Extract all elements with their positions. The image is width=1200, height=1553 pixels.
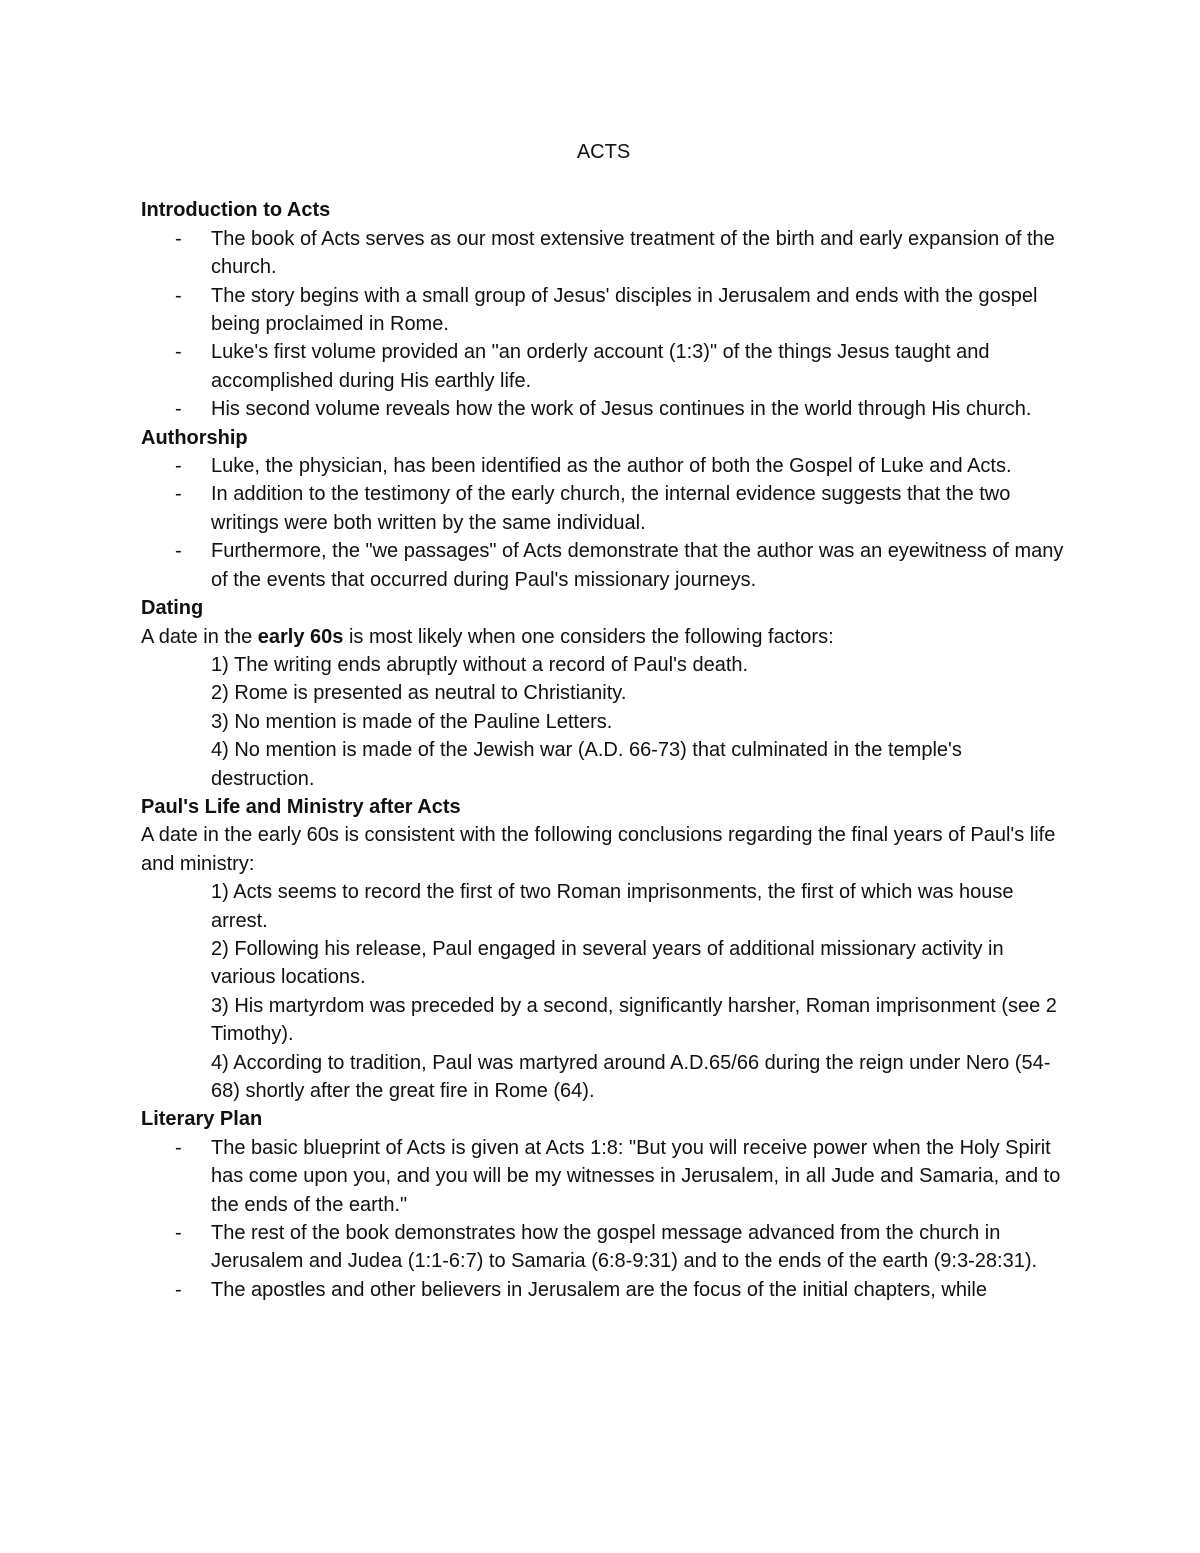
section-literary-plan [141,1105,1066,1304]
section-introduction [141,196,1066,423]
list-item: 1) The writing ends abruptly without a record of Paul's death. [211,653,749,676]
bullet-marker: - [175,398,182,421]
section-heading: Introduction to Acts [141,199,331,222]
bullet-marker: - [175,227,182,250]
section-dating [141,594,1066,793]
list-item: - Furthermore, the "we passages" of Acts demonstrate that the author was an eyewitness of many of the events that occurred during Paul's missionary journeys. [141,537,1066,594]
bullet-list [141,1134,1066,1304]
list-item: - In addition to the testimony of the early church, the internal evidence suggests that the two writings were both written by the same individual. [141,480,1066,537]
list-item: 2) Rome is presented as neutral to Christianity. [211,682,627,705]
section-heading: Authorship [141,426,248,449]
bullet-list [141,225,1066,424]
list-item: 4) No mention is made of the Jewish war (A.D. 66-73) that culminated in the temple's destruction. [211,739,962,790]
bullet-marker: - [175,1222,182,1245]
list-item: - The rest of the book demonstrates how the gospel message advanced from the church in Jerusalem and Judea (1:1-6:7) to Samaria (6:8-9:31) and to the ends of the earth (9:3-28:31). [141,1219,1066,1276]
list-item: - The book of Acts serves as our most extensive treatment of the birth and early expansion of the church. [141,225,1066,282]
bullet-marker: - [175,341,182,364]
document-title: ACTS [576,141,631,163]
section-heading: Dating [141,597,204,620]
list-item: 2) Following his release, Paul engaged in several years of additional missionary activity in various locations. [211,937,1004,989]
bullet-marker: - [175,483,182,506]
section-heading: Literary Plan [141,1108,263,1131]
bullet-marker: - [175,1136,182,1159]
numbered-list [141,651,1066,793]
list-item: 4) According to tradition, Paul was martyred around A.D.65/66 during the reign under Nero (54-68) shortly after the great fire in Rome (64). [211,1051,1051,1102]
bullet-marker: - [175,284,182,307]
list-item: - The apostles and other believers in Jerusalem are the focus of the initial chapters, while [141,1276,1066,1304]
section-authorship [141,424,1066,594]
bullet-marker: - [175,455,182,478]
emphasis-text: early 60s [257,625,344,648]
list-item: - Luke's first volume provided an "an orderly account (1:3)" of the things Jesus taught and accomplished during His earthly life. [141,338,1066,395]
list-item: 3) His martyrdom was preceded by a second, significantly harsher, Roman imprisonment (see 2 Timothy). [211,994,1057,1046]
section-pauls-life [141,793,1066,1105]
list-item: 3) No mention is made of the Pauline Letters. [211,710,613,733]
document-body [141,138,1066,1304]
list-item: - The basic blueprint of Acts is given at Acts 1:8: "But you will receive power when the Holy Spirit has come upon you, and you will be my witnesses in Jerusalem, in all Jude and Samaria, and to the ends of the earth." [141,1134,1066,1219]
section-heading: Paul's Life and Ministry after Acts [141,795,461,818]
section-intro: A date in the early 60s is consistent with the following conclusions regarding the final years of Paul's life and ministry: [141,824,1056,875]
bullet-marker: - [175,540,182,563]
section-intro: A date in the early 60s is most likely when one considers the following factors: [141,625,834,648]
list-item: - Luke, the physician, has been identified as the author of both the Gospel of Luke and Acts. [141,452,1066,480]
bullet-list [141,452,1066,594]
list-item: 1) Acts seems to record the first of two Roman imprisonments, the first of which was house arrest. [211,881,1014,932]
list-item: - The story begins with a small group of Jesus' disciples in Jerusalem and ends with the gospel being proclaimed in Rome. [141,282,1066,339]
bullet-marker: - [175,1278,182,1301]
numbered-list [141,878,1066,1105]
list-item: - His second volume reveals how the work of Jesus continues in the world through His church. [141,395,1066,423]
